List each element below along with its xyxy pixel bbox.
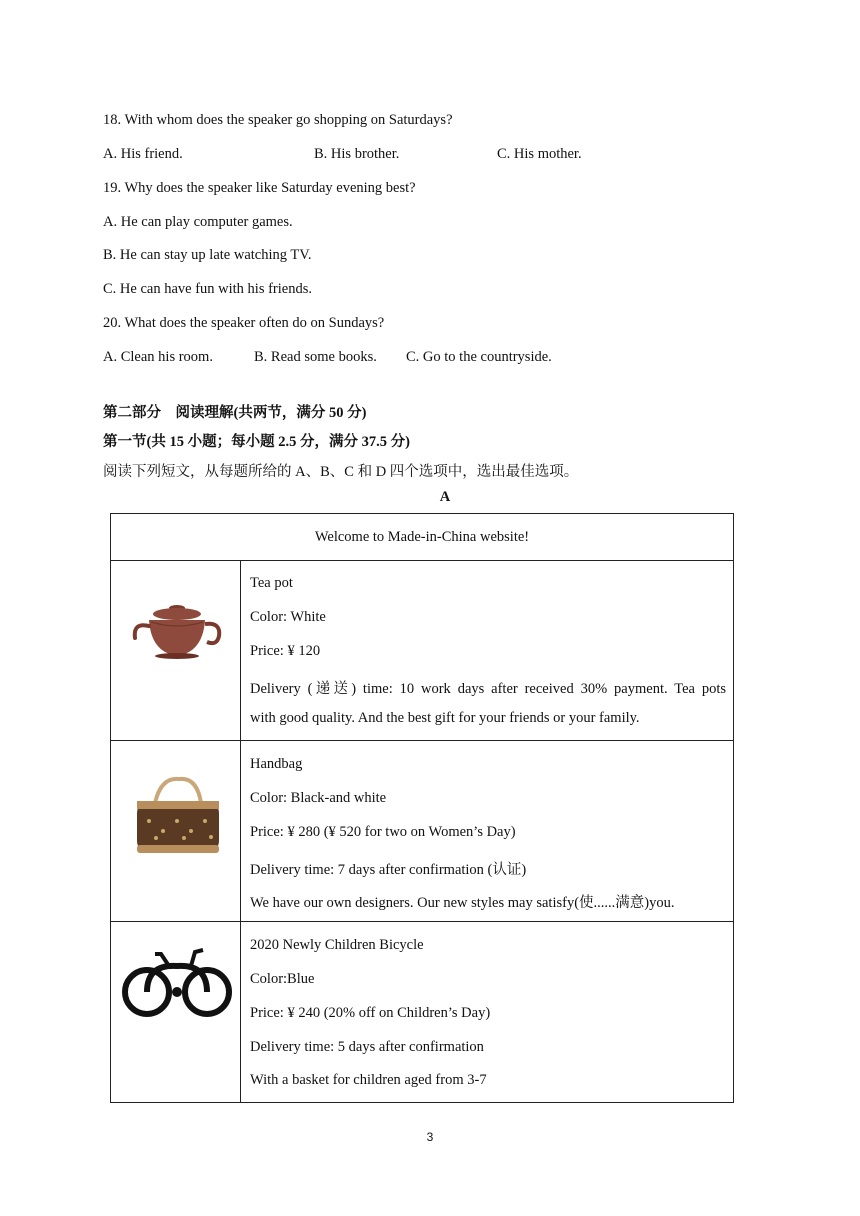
product-price: Price: ¥ 240 (20% off on Children’s Day) [250,1005,491,1021]
question-19-stem: 19. Why does the speaker like Saturday evening best? [103,180,416,196]
product-image-cell [111,741,241,921]
product-color: Color:Blue [250,971,315,987]
q18-option-b: B. His brother. [314,146,400,162]
product-price: Price: ¥ 280 (¥ 520 for two on Women’s Day) [250,824,516,840]
teapot-icon [111,560,241,741]
page-number: 3 [426,1130,434,1144]
product-delivery: Delivery time: 7 days after confirmation (认证) [250,862,527,878]
product-image-cell [111,922,241,1102]
table-header: Welcome to Made-in-China website! [111,514,733,561]
product-name: 2020 Newly Children Bicycle [250,937,424,953]
question-18-stem: 18. With whom does the speaker go shopping on Saturdays? [103,112,453,128]
bicycle-icon [111,922,241,1102]
question-20-stem: 20. What does the speaker often do on Sundays? [103,315,385,331]
product-text-cell [250,741,725,921]
product-note: with good quality. And the best gift for your friends or your family. [250,710,640,726]
product-table [110,513,734,1103]
product-delivery: Delivery time: 5 days after confirmation [250,1039,484,1055]
table-row [111,741,733,922]
product-color: Color: White [250,609,326,625]
q18-option-a: A. His friend. [103,146,183,162]
passage-label: A [439,489,451,505]
table-row [111,922,733,1102]
product-text-cell [250,560,725,740]
q19-option-c: C. He can have fun with his friends. [103,281,312,297]
product-price: Price: ¥ 120 [250,643,321,659]
product-text-cell [250,922,725,1102]
section-sub-title: 第一节(共 15 小题；每小题 2.5 分，满分 37.5 分) [103,434,410,450]
product-note: We have our own designers. Our new styles may satisfy(使......满意)you. [250,895,675,911]
section-part-title: 第二部分 阅读理解(共两节，满分 50 分) [103,405,367,421]
product-name: Tea pot [250,575,293,591]
q18-option-c: C. His mother. [497,146,582,162]
product-delivery: Delivery (递送) time: 10 work days after received 30% payment. Tea pots [250,681,726,697]
product-image-cell [111,560,241,740]
q20-option-c: C. Go to the countryside. [406,349,552,365]
product-note: With a basket for children aged from 3-7 [250,1072,487,1088]
section-instruction: 阅读下列短文，从每题所给的 A、B、C 和 D 四个选项中，选出最佳选项。 [103,464,579,480]
q19-option-a: A. He can play computer games. [103,214,293,230]
q20-option-a: A. Clean his room. [103,349,213,365]
product-name: Handbag [250,756,303,772]
handbag-icon [111,741,241,922]
q19-option-b: B. He can stay up late watching TV. [103,247,312,263]
q20-option-b: B. Read some books. [254,349,377,365]
table-row [111,560,733,741]
product-color: Color: Black-and white [250,790,387,806]
